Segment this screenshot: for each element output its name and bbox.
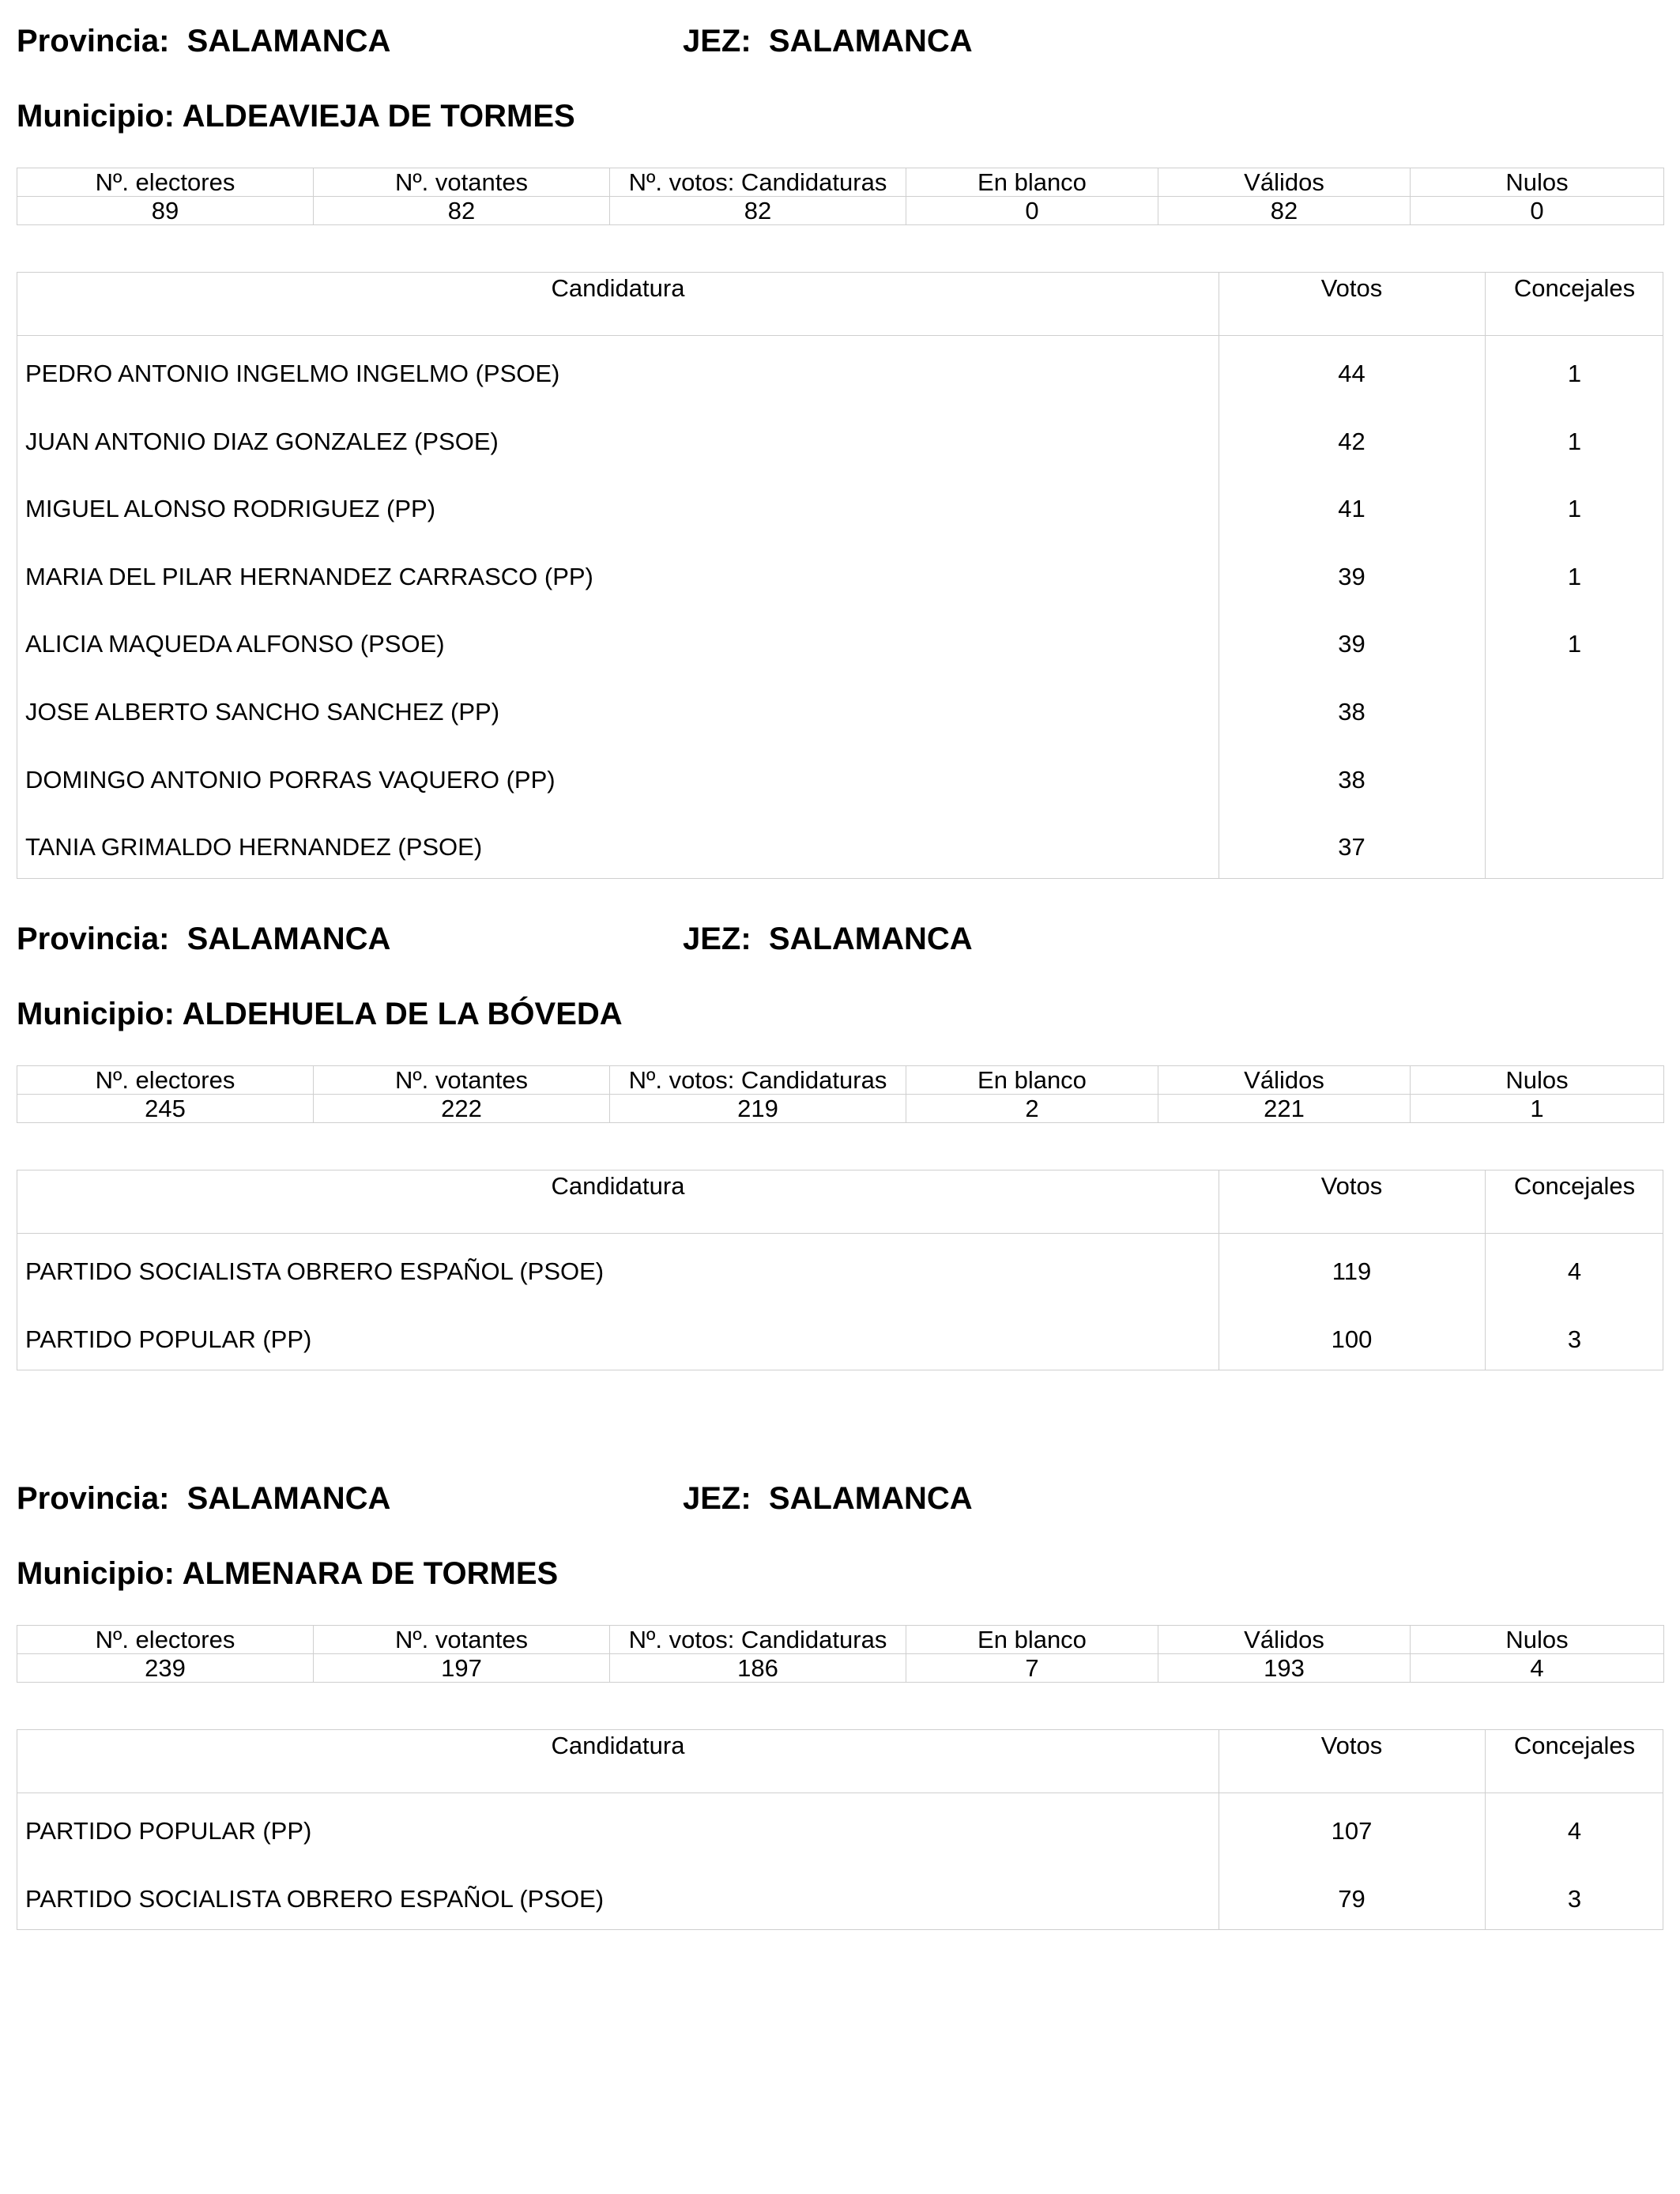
value-votos-candidaturas: 219 [610, 1095, 906, 1123]
header-votos-candidaturas: Nº. votos: Candidaturas [610, 1066, 906, 1095]
municipio-value: ALDEHUELA DE LA BÓVEDA [182, 997, 623, 1031]
candidate-votos: 39 [1338, 630, 1365, 658]
header-en-blanco: En blanco [906, 1066, 1158, 1095]
header-votantes: Nº. votantes [314, 1066, 610, 1095]
municipio-line [17, 995, 623, 1033]
header-votos-candidaturas: Nº. votos: Candidaturas [610, 1626, 906, 1654]
candidate-concejales: 1 [1567, 563, 1582, 590]
candidates-table [17, 1170, 1663, 1370]
provincia-line [17, 22, 973, 60]
municipio-line [17, 1555, 558, 1593]
table-row [17, 1885, 1663, 1953]
candidate-votos: 100 [1331, 1325, 1373, 1353]
jez-label: JEZ: [683, 1481, 751, 1516]
candidate-name: MARIA DEL PILAR HERNANDEZ CARRASCO (PP) [25, 563, 593, 590]
table-row [17, 1817, 1663, 1885]
municipio-value: ALDEAVIEJA DE TORMES [182, 99, 575, 134]
municipio-label: Municipio: [17, 1556, 175, 1591]
jez-value: SALAMANCA [768, 1481, 973, 1516]
value-electores: 89 [17, 197, 314, 225]
provincia-line [17, 1480, 973, 1517]
header-electores: Nº. electores [17, 1066, 314, 1095]
header-nulos: Nulos [1411, 1626, 1664, 1654]
candidate-name: MIGUEL ALONSO RODRIGUEZ (PP) [25, 495, 436, 522]
summary-value-row [17, 1654, 1664, 1683]
value-nulos: 0 [1411, 197, 1664, 225]
table-row [17, 1325, 1663, 1393]
header-votos: Votos [1320, 274, 1383, 302]
candidates-table [17, 272, 1663, 879]
jez-line [683, 22, 973, 60]
candidate-name: PARTIDO POPULAR (PP) [25, 1817, 312, 1845]
candidate-votos: 107 [1331, 1817, 1373, 1845]
summary-table [17, 1625, 1664, 1683]
candidate-name: PARTIDO SOCIALISTA OBRERO ESPAÑOL (PSOE) [25, 1885, 605, 1913]
table-row [17, 360, 1663, 428]
candidate-votos: 38 [1338, 766, 1365, 794]
summary-header-row [17, 168, 1664, 197]
candidate-name: JOSE ALBERTO SANCHO SANCHEZ (PP) [25, 698, 500, 726]
summary-value-row [17, 1095, 1664, 1123]
provincia-label: Provincia: [17, 922, 170, 956]
candidates-header-row [17, 273, 1663, 336]
candidate-concejales: 1 [1567, 495, 1582, 522]
municipio-label: Municipio: [17, 997, 175, 1031]
jez-label: JEZ: [683, 24, 751, 58]
provincia-value: SALAMANCA [186, 24, 391, 58]
candidates-table [17, 1729, 1663, 1930]
value-votantes: 197 [314, 1654, 610, 1683]
candidate-votos: 41 [1338, 495, 1365, 522]
candidate-votos: 119 [1332, 1257, 1372, 1285]
header-validos: Válidos [1158, 1066, 1411, 1095]
value-validos: 221 [1158, 1095, 1411, 1123]
value-votos-candidaturas: 82 [610, 197, 906, 225]
municipio-value: ALMENARA DE TORMES [182, 1556, 559, 1591]
value-votantes: 82 [314, 197, 610, 225]
candidate-concejales: 1 [1567, 630, 1582, 658]
table-row [17, 495, 1663, 563]
candidate-concejales: 1 [1567, 360, 1582, 387]
table-row [17, 1257, 1663, 1325]
table-row [17, 833, 1663, 901]
header-candidatura: Candidatura [551, 1172, 685, 1200]
candidate-votos: 79 [1338, 1885, 1365, 1913]
table-row [17, 766, 1663, 834]
candidate-concejales: 3 [1567, 1325, 1582, 1353]
provincia-value: SALAMANCA [186, 1481, 391, 1516]
header-nulos: Nulos [1411, 1066, 1664, 1095]
candidate-name: PARTIDO SOCIALISTA OBRERO ESPAÑOL (PSOE) [25, 1257, 605, 1285]
summary-table [17, 168, 1664, 225]
header-electores: Nº. electores [17, 168, 314, 197]
candidates-header-row [17, 1171, 1663, 1234]
candidate-name: ALICIA MAQUEDA ALFONSO (PSOE) [25, 630, 445, 658]
candidate-name: TANIA GRIMALDO HERNANDEZ (PSOE) [25, 833, 483, 861]
header-candidatura: Candidatura [551, 274, 685, 302]
candidate-votos: 42 [1338, 428, 1365, 455]
municipio-line [17, 97, 575, 135]
value-en-blanco: 7 [906, 1654, 1158, 1683]
table-row [17, 563, 1663, 631]
candidate-votos: 38 [1338, 698, 1365, 726]
table-row [17, 428, 1663, 496]
value-votantes: 222 [314, 1095, 610, 1123]
header-en-blanco: En blanco [906, 1626, 1158, 1654]
table-row [17, 630, 1663, 698]
summary-table [17, 1065, 1664, 1123]
candidate-votos: 39 [1338, 563, 1365, 590]
candidate-name: PARTIDO POPULAR (PP) [25, 1325, 312, 1353]
candidate-name: PEDRO ANTONIO INGELMO INGELMO (PSOE) [25, 360, 560, 387]
value-validos: 82 [1158, 197, 1411, 225]
value-nulos: 1 [1411, 1095, 1664, 1123]
jez-value: SALAMANCA [768, 24, 973, 58]
header-concejales: Concejales [1513, 274, 1636, 302]
value-validos: 193 [1158, 1654, 1411, 1683]
provincia-value: SALAMANCA [186, 922, 391, 956]
summary-header-row [17, 1066, 1664, 1095]
candidates-header-row [17, 1730, 1663, 1793]
candidate-name: JUAN ANTONIO DIAZ GONZALEZ (PSOE) [25, 428, 499, 455]
jez-line [683, 920, 973, 958]
header-validos: Válidos [1158, 168, 1411, 197]
header-electores: Nº. electores [17, 1626, 314, 1654]
provincia-label: Provincia: [17, 24, 170, 58]
value-en-blanco: 2 [906, 1095, 1158, 1123]
header-votos: Votos [1320, 1732, 1383, 1759]
jez-label: JEZ: [683, 922, 751, 956]
summary-header-row [17, 1626, 1664, 1654]
value-nulos: 4 [1411, 1654, 1664, 1683]
candidate-concejales: 3 [1567, 1885, 1582, 1913]
header-votos-candidaturas: Nº. votos: Candidaturas [610, 168, 906, 197]
table-row [17, 698, 1663, 766]
header-en-blanco: En blanco [906, 168, 1158, 197]
header-votantes: Nº. votantes [314, 1626, 610, 1654]
candidate-name: DOMINGO ANTONIO PORRAS VAQUERO (PP) [25, 766, 556, 794]
value-en-blanco: 0 [906, 197, 1158, 225]
municipio-label: Municipio: [17, 99, 175, 134]
candidate-votos: 44 [1338, 360, 1365, 387]
summary-value-row [17, 197, 1664, 225]
jez-value: SALAMANCA [768, 922, 973, 956]
header-votos: Votos [1320, 1172, 1383, 1200]
header-concejales: Concejales [1513, 1732, 1636, 1759]
jez-line [683, 1480, 973, 1517]
candidate-concejales: 1 [1567, 428, 1582, 455]
candidate-concejales: 4 [1567, 1817, 1582, 1845]
header-votantes: Nº. votantes [314, 168, 610, 197]
value-electores: 239 [17, 1654, 314, 1683]
candidate-concejales: 4 [1567, 1257, 1582, 1285]
value-electores: 245 [17, 1095, 314, 1123]
header-validos: Válidos [1158, 1626, 1411, 1654]
value-votos-candidaturas: 186 [610, 1654, 906, 1683]
candidate-votos: 37 [1338, 833, 1365, 861]
header-nulos: Nulos [1411, 168, 1664, 197]
provincia-label: Provincia: [17, 1481, 170, 1516]
provincia-line [17, 920, 973, 958]
header-candidatura: Candidatura [551, 1732, 685, 1759]
header-concejales: Concejales [1513, 1172, 1636, 1200]
